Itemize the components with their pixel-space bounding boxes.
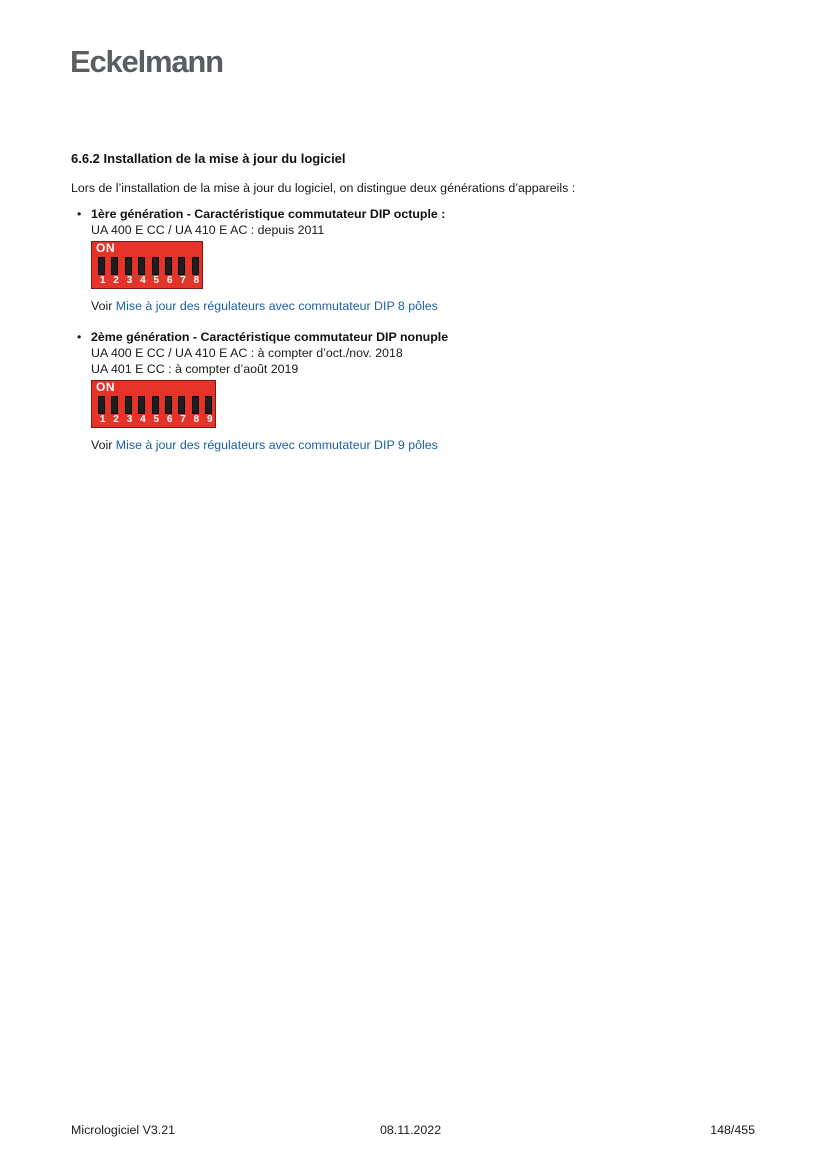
bullet-icon: • [77, 207, 82, 221]
gen2-see-line [71, 438, 448, 452]
dip-switch-lever [178, 257, 185, 275]
dip-on-label: ON [96, 380, 115, 394]
dip-switch-9-icon [91, 380, 216, 428]
dip-number: 1 [99, 414, 106, 425]
dip-switch-lever [192, 257, 199, 275]
dip-switch-lever [178, 396, 185, 414]
dip-number: 4 [140, 275, 146, 286]
dip-switch-lever [165, 257, 172, 275]
dip-number: 8 [193, 275, 200, 286]
dip-numbers [96, 414, 217, 425]
see-prefix: Voir [91, 299, 116, 313]
footer-date: 08.11.2022 [380, 1123, 442, 1137]
dip-number: 5 [153, 275, 160, 286]
dip-switches [98, 257, 205, 275]
footer-page-number: 148/455 [710, 1123, 755, 1137]
gen1-update-link[interactable]: Mise à jour des régulateurs avec commutateur DIP 8 pôles [115, 299, 438, 313]
see-prefix: Voir [91, 438, 116, 452]
dip-switch-lever [205, 396, 212, 414]
gen1-block [71, 206, 445, 313]
dip-number: 8 [193, 414, 200, 425]
gen2-heading: 2ème génération - Caractéristique commutateur DIP nonuple [91, 330, 449, 344]
dip-number: 1 [99, 275, 106, 286]
intro-text: Lors de l’installation de la mise à jour du logiciel, on distingue deux générations d’appareils : [71, 181, 576, 195]
dip-switch-lever [125, 257, 132, 275]
gen1-heading: 1ère génération - Caractéristique commutateur DIP octuple : [91, 207, 446, 221]
dip-switch-lever [138, 396, 145, 414]
dip-switch-lever [111, 396, 118, 414]
dip-switch-lever [192, 396, 199, 414]
dip-switch-lever [152, 396, 159, 414]
dip-switch-lever [98, 257, 105, 275]
eckelmann-logo: Eckelmann [70, 44, 223, 79]
dip-number: 7 [180, 275, 186, 286]
gen2-line2: UA 401 E CC : à compter d’août 2019 [91, 362, 299, 376]
dip-number: 2 [113, 414, 119, 425]
bullet-icon: • [77, 330, 82, 344]
footer-product: Micrologiciel V3.21 [71, 1123, 175, 1137]
dip-switch-lever [111, 257, 118, 275]
gen2-heading-line [71, 329, 448, 345]
dip-switch-8-icon [91, 241, 203, 289]
dip-on-label: ON [96, 241, 115, 255]
dip-number: 4 [140, 414, 146, 425]
dip-number: 9 [207, 414, 213, 425]
dip-number: 3 [126, 414, 133, 425]
dip-numbers [96, 275, 203, 286]
dip-number: 2 [113, 275, 119, 286]
dip-switches [98, 396, 219, 414]
gen2-block [71, 329, 448, 452]
gen2-update-link[interactable]: Mise à jour des régulateurs avec commutateur DIP 9 pôles [115, 438, 438, 452]
gen1-line1: UA 400 E CC / UA 410 E AC : depuis 2011 [91, 223, 325, 237]
dip-number: 6 [166, 414, 173, 425]
dip-number: 6 [166, 275, 173, 286]
dip-switch-lever [125, 396, 132, 414]
dip-number: 3 [126, 275, 133, 286]
gen2-line1: UA 400 E CC / UA 410 E AC : à compter d’oct./nov. 2018 [91, 346, 403, 360]
dip-number: 5 [153, 414, 160, 425]
dip-switch-lever [165, 396, 172, 414]
section-title: 6.6.2 Installation de la mise à jour du logiciel [71, 151, 346, 166]
dip-switch-lever [138, 257, 145, 275]
dip-switch-lever [152, 257, 159, 275]
dip-number: 7 [180, 414, 186, 425]
gen1-heading-line [71, 206, 445, 222]
dip-switch-lever [98, 396, 105, 414]
gen1-see-line [71, 299, 445, 313]
